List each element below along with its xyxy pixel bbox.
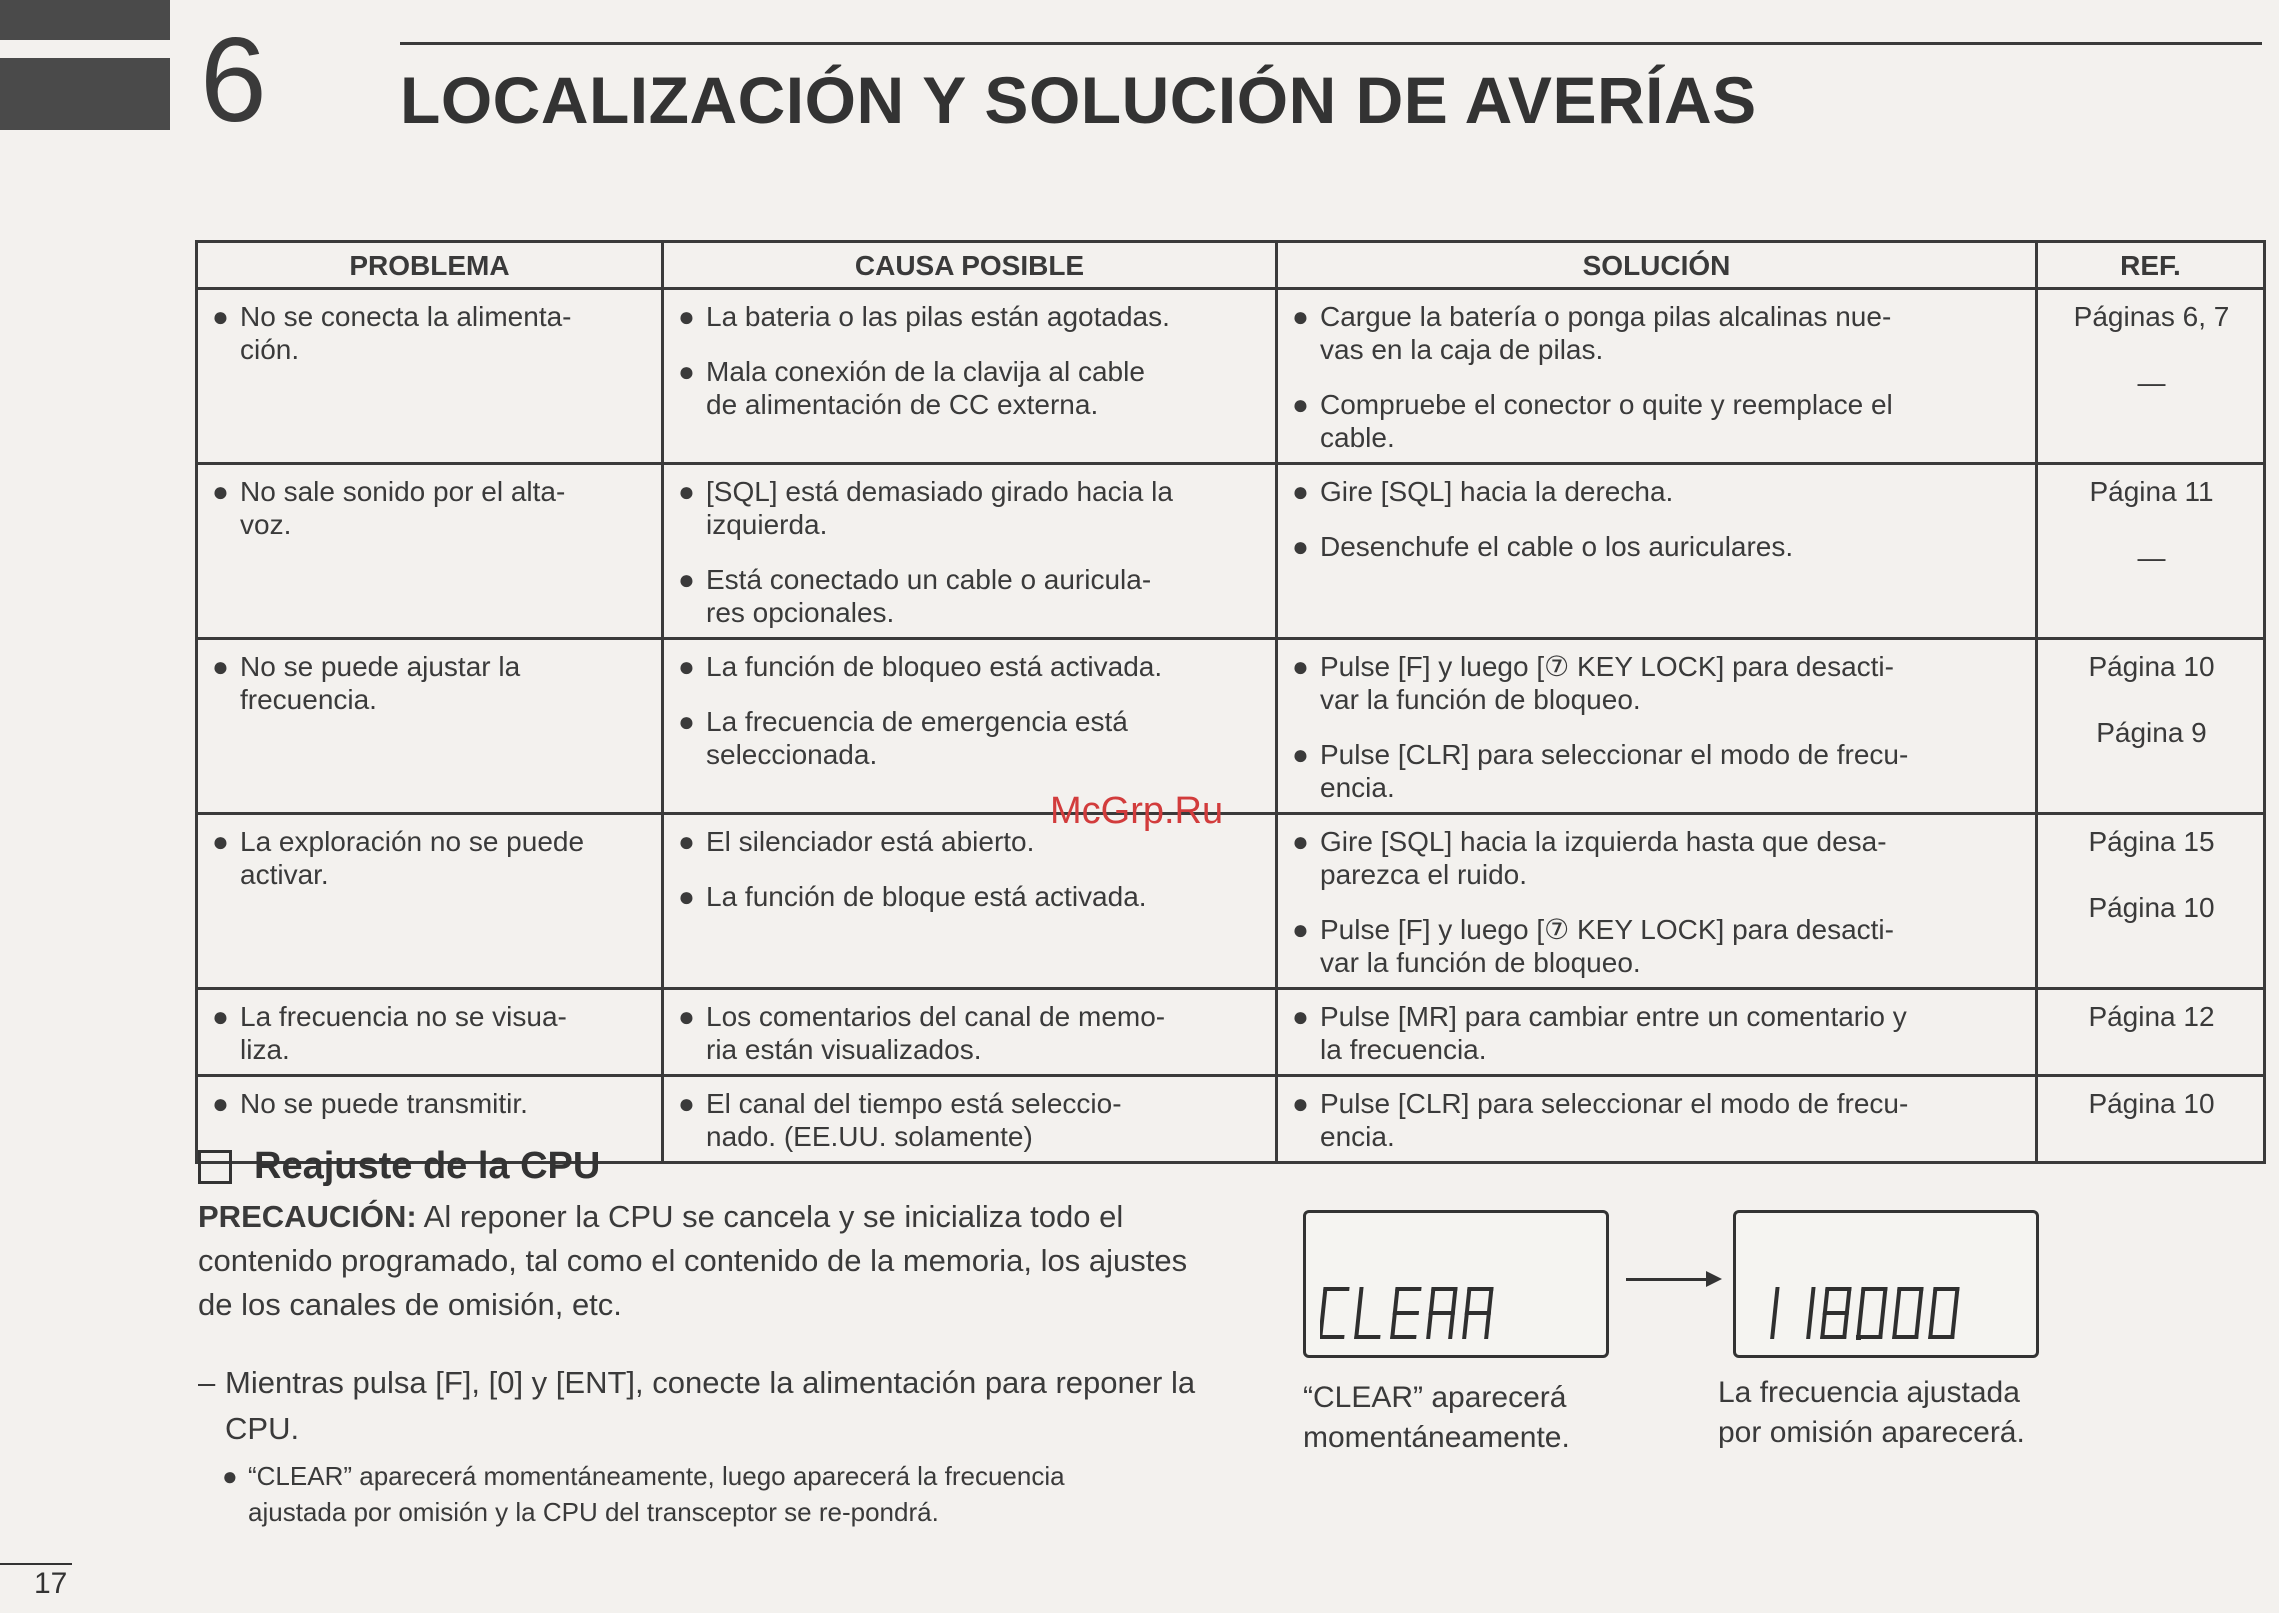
bullet-icon: ● <box>212 301 229 332</box>
cause-item <box>678 563 1263 629</box>
lcd-segment <box>1429 1287 1436 1313</box>
bullet-icon: ● <box>678 476 695 507</box>
bullet-icon: ● <box>1292 1088 1309 1119</box>
solution-item-text: Pulse [F] y luego [⑦ KEY LOCK] para desacti- var la función de bloqueo. <box>1320 914 1894 978</box>
solution-item-text: Pulse [CLR] para seleccionar el modo de frecu- encia. <box>1320 739 1909 803</box>
cause-item <box>678 300 1263 333</box>
solution-item <box>1292 1087 2023 1153</box>
solution-item <box>1292 1000 2023 1066</box>
lcd-segment <box>1321 1287 1328 1313</box>
solution-item <box>1292 300 2023 366</box>
chapter-tab <box>0 0 170 130</box>
bullet-icon: ● <box>212 1088 229 1119</box>
title-rule <box>400 42 2262 45</box>
cause-cell <box>663 1076 1277 1163</box>
table-row <box>197 814 2265 989</box>
lcd-segment <box>1809 1287 1816 1313</box>
table-body <box>197 289 2265 1163</box>
chapter-number: 6 <box>200 13 267 147</box>
table-row <box>197 464 2265 639</box>
bullet-icon: ● <box>678 1088 695 1119</box>
solution-item-text: Pulse [F] y luego [⑦ KEY LOCK] para desacti- var la función de bloqueo. <box>1320 651 1894 715</box>
cause-item-text: Está conectado un cable o auricula- res opcionales. <box>706 564 1152 628</box>
bullet-icon: ● <box>1292 651 1309 682</box>
ref-label: Páginas 6, 7 <box>2073 301 2230 332</box>
cause-item-text: Los comentarios del canal de memo- ria están visualizados. <box>706 1001 1166 1065</box>
cause-item-text: La bateria o las pilas están agotadas. <box>706 301 1170 332</box>
cause-cell <box>663 814 1277 989</box>
bullet-icon: ● <box>678 651 695 682</box>
ref-cell <box>2037 464 2265 639</box>
solution-cell <box>1277 814 2037 989</box>
bullet-icon: ● <box>678 301 695 332</box>
lcd-segment <box>1895 1287 1902 1313</box>
lcd-clear-digits <box>1320 1283 1592 1347</box>
cause-item <box>678 1000 1263 1066</box>
lcd-segment <box>1465 1311 1491 1315</box>
cause-item <box>678 705 1263 771</box>
solution-item-text: Desenchufe el cable o los auriculares. <box>1320 531 1794 562</box>
ref-cell <box>2037 989 2265 1076</box>
bullet-icon: ● <box>1292 1001 1309 1032</box>
bullet-icon: ● <box>678 564 695 595</box>
table-row <box>197 639 2265 814</box>
solution-cell <box>1277 639 2037 814</box>
lcd-segment <box>1462 1313 1469 1339</box>
checkbox-icon <box>198 1150 232 1184</box>
header-ref: REF. <box>2037 242 2265 289</box>
cause-item-text: La función de bloque está activada. <box>706 881 1147 912</box>
table-row <box>197 989 2265 1076</box>
solution-item <box>1292 738 2023 804</box>
lcd-segment <box>1426 1313 1433 1339</box>
bullet-icon: ● <box>1292 739 1309 770</box>
problem-item <box>212 825 649 891</box>
solution-item-text: Cargue la batería o ponga pilas alcalinas nue- vas en la caja de pilas. <box>1320 301 1892 365</box>
solution-item <box>1292 650 2023 716</box>
problem-cell <box>197 639 663 814</box>
note-text: “CLEAR” aparecerá momentáneamente, luego aparecerá la frecuencia ajustada por omisión y la CPU del transceptor se re-pondrá. <box>248 1461 1065 1527</box>
ref-label: — <box>2137 367 2166 398</box>
bullet-icon: ● <box>212 651 229 682</box>
solution-cell <box>1277 989 2037 1076</box>
problem-item-text: La exploración no se puede activar. <box>240 826 585 890</box>
arrow-right-icon <box>1706 1271 1722 1287</box>
ref-cell <box>2037 639 2265 814</box>
cause-item <box>678 1087 1263 1153</box>
problem-item-text: No se conecta la alimenta- ción. <box>240 301 572 365</box>
troubleshooting-table <box>195 240 2266 1164</box>
page-rule <box>0 1563 72 1565</box>
solution-cell <box>1277 1076 2037 1163</box>
bullet-icon: ● <box>212 476 229 507</box>
header-problem: PROBLEMA <box>197 242 663 289</box>
solution-item-text: Gire [SQL] hacia la derecha. <box>1320 476 1674 507</box>
bullet-icon: ● <box>1292 531 1309 562</box>
solution-item <box>1292 475 2023 508</box>
ref-cell <box>2037 289 2265 464</box>
page-number: 17 <box>34 1567 68 1600</box>
ref-label: Página 15 <box>2088 826 2215 857</box>
bullet-icon: ● <box>1292 389 1309 420</box>
cause-item-text: [SQL] está demasiado girado hacia la izquierda. <box>706 476 1173 540</box>
cause-cell <box>663 464 1277 639</box>
reset-step <box>198 1360 1198 1452</box>
bullet-icon: ● <box>222 1461 238 1491</box>
header-cause: CAUSA POSIBLE <box>663 242 1277 289</box>
problem-item <box>212 300 649 366</box>
solution-item-text: Gire [SQL] hacia la izquierda hasta que desa- parezca el ruido. <box>1320 826 1887 890</box>
ref-label: Página 9 <box>2096 717 2207 748</box>
watermark: McGrp.Ru <box>1050 790 1224 832</box>
bullet-icon: ● <box>212 1001 229 1032</box>
ref-cell <box>2037 1076 2265 1163</box>
problem-item <box>212 1087 649 1120</box>
lcd-clear-caption: “CLEAR” aparecerá momentáneamente. <box>1303 1381 1570 1454</box>
step-dash: – <box>198 1365 216 1400</box>
lcd-segment <box>1770 1313 1777 1339</box>
lcd-segment <box>1320 1335 1345 1339</box>
problem-item-text: No se puede ajustar la frecuencia. <box>240 651 521 715</box>
ref-label: Página 10 <box>2088 892 2215 923</box>
problem-item-text: No se puede transmitir. <box>240 1088 528 1119</box>
bullet-icon: ● <box>1292 826 1309 857</box>
bullet-icon: ● <box>678 356 695 387</box>
reset-note <box>222 1458 1142 1530</box>
lcd-display-clear <box>1303 1210 1609 1358</box>
lcd-segment <box>1823 1311 1849 1315</box>
chapter-tab-gap <box>0 40 170 58</box>
cause-item <box>678 355 1263 421</box>
bullet-icon: ● <box>678 826 695 857</box>
problem-cell <box>197 289 663 464</box>
cause-item <box>678 475 1263 541</box>
solution-item-text: Compruebe el conector o quite y reemplace el cable. <box>1320 389 1893 453</box>
lcd-frequency-digits <box>1750 1283 2022 1347</box>
problem-item <box>212 650 649 716</box>
cause-item-text: El canal del tiempo está seleccio- nado. (EE.UU. solamente) <box>706 1088 1122 1152</box>
lcd-segment <box>1806 1313 1813 1339</box>
cause-item <box>678 880 1263 913</box>
solution-item-text: Pulse [MR] para cambiar entre un comentario y la frecuencia. <box>1320 1001 1907 1065</box>
solution-item <box>1292 825 2023 891</box>
table-header-row <box>197 242 2265 289</box>
table-row <box>197 289 2265 464</box>
bullet-icon: ● <box>678 706 695 737</box>
problem-item <box>212 475 649 541</box>
cause-item-text: La frecuencia de emergencia está seleccionada. <box>706 706 1128 770</box>
cause-cell <box>663 989 1277 1076</box>
problem-item-text: La frecuencia no se visua- liza. <box>240 1001 567 1065</box>
ref-cell <box>2037 814 2265 989</box>
ref-label: Página 10 <box>2088 1088 2215 1119</box>
caution-label: PRECAUCIÓN: <box>198 1199 417 1234</box>
header-solution: SOLUCIÓN <box>1277 242 2037 289</box>
problem-item-text: No sale sonido por el alta- voz. <box>240 476 566 540</box>
problem-item <box>212 1000 649 1066</box>
solution-item <box>1292 530 2023 563</box>
lcd-segment <box>1393 1311 1419 1315</box>
solution-cell <box>1277 464 2037 639</box>
ref-label: — <box>2137 542 2166 573</box>
caution-paragraph <box>198 1195 1198 1327</box>
cause-item <box>678 650 1263 683</box>
lcd-segment <box>1484 1313 1491 1339</box>
cause-cell <box>663 289 1277 464</box>
lcd-segment <box>1823 1287 1830 1313</box>
solution-item <box>1292 913 2023 979</box>
step-text: Mientras pulsa [F], [0] y [ENT], conecte la alimentación para reponer la CPU. <box>225 1365 1196 1446</box>
problem-cell <box>197 814 663 989</box>
section-title: Reajuste de la CPU <box>254 1145 601 1187</box>
problem-cell <box>197 464 663 639</box>
cause-item-text: La función de bloqueo está activada. <box>706 651 1163 682</box>
arrow-line <box>1626 1278 1710 1281</box>
lcd-frequency-caption: La frecuencia ajustada por omisión aparecerá. <box>1718 1376 2025 1449</box>
lcd-segment <box>1465 1287 1472 1313</box>
lcd-segment <box>1393 1287 1400 1313</box>
lcd-segment <box>1859 1287 1866 1313</box>
section-heading <box>198 1145 600 1188</box>
caution-text: Al reponer la CPU se cancela y se inicializa todo el contenido programado, tal como el contenido de la memoria, los ajustes de los canales de omisión, etc. <box>198 1199 1188 1322</box>
solution-cell <box>1277 289 2037 464</box>
lcd-segment <box>1429 1311 1455 1315</box>
ref-label: Página 12 <box>2088 1001 2215 1032</box>
cause-cell <box>663 639 1277 814</box>
lcd-segment <box>1773 1287 1780 1313</box>
problem-cell <box>197 989 663 1076</box>
ref-label: Página 10 <box>2088 651 2215 682</box>
ref-label: Página 11 <box>2089 476 2214 507</box>
bullet-icon: ● <box>1292 476 1309 507</box>
lcd-segment <box>1357 1287 1364 1313</box>
cause-item-text: Mala conexión de la clavija al cable de alimentación de CC externa. <box>706 356 1145 420</box>
lcd-display-frequency <box>1733 1210 2039 1358</box>
bullet-icon: ● <box>1292 301 1309 332</box>
lcd-segment <box>1448 1313 1455 1339</box>
bullet-icon: ● <box>212 826 229 857</box>
solution-item <box>1292 388 2023 454</box>
lcd-segment <box>1931 1287 1938 1313</box>
solution-item-text: Pulse [CLR] para seleccionar el modo de frecu- encia. <box>1320 1088 1909 1152</box>
bullet-icon: ● <box>1292 914 1309 945</box>
bullet-icon: ● <box>678 881 695 912</box>
page-title: LOCALIZACIÓN Y SOLUCIÓN DE AVERÍAS <box>400 63 1757 137</box>
cause-item-text: El silenciador está abierto. <box>706 826 1035 857</box>
bullet-icon: ● <box>678 1001 695 1032</box>
